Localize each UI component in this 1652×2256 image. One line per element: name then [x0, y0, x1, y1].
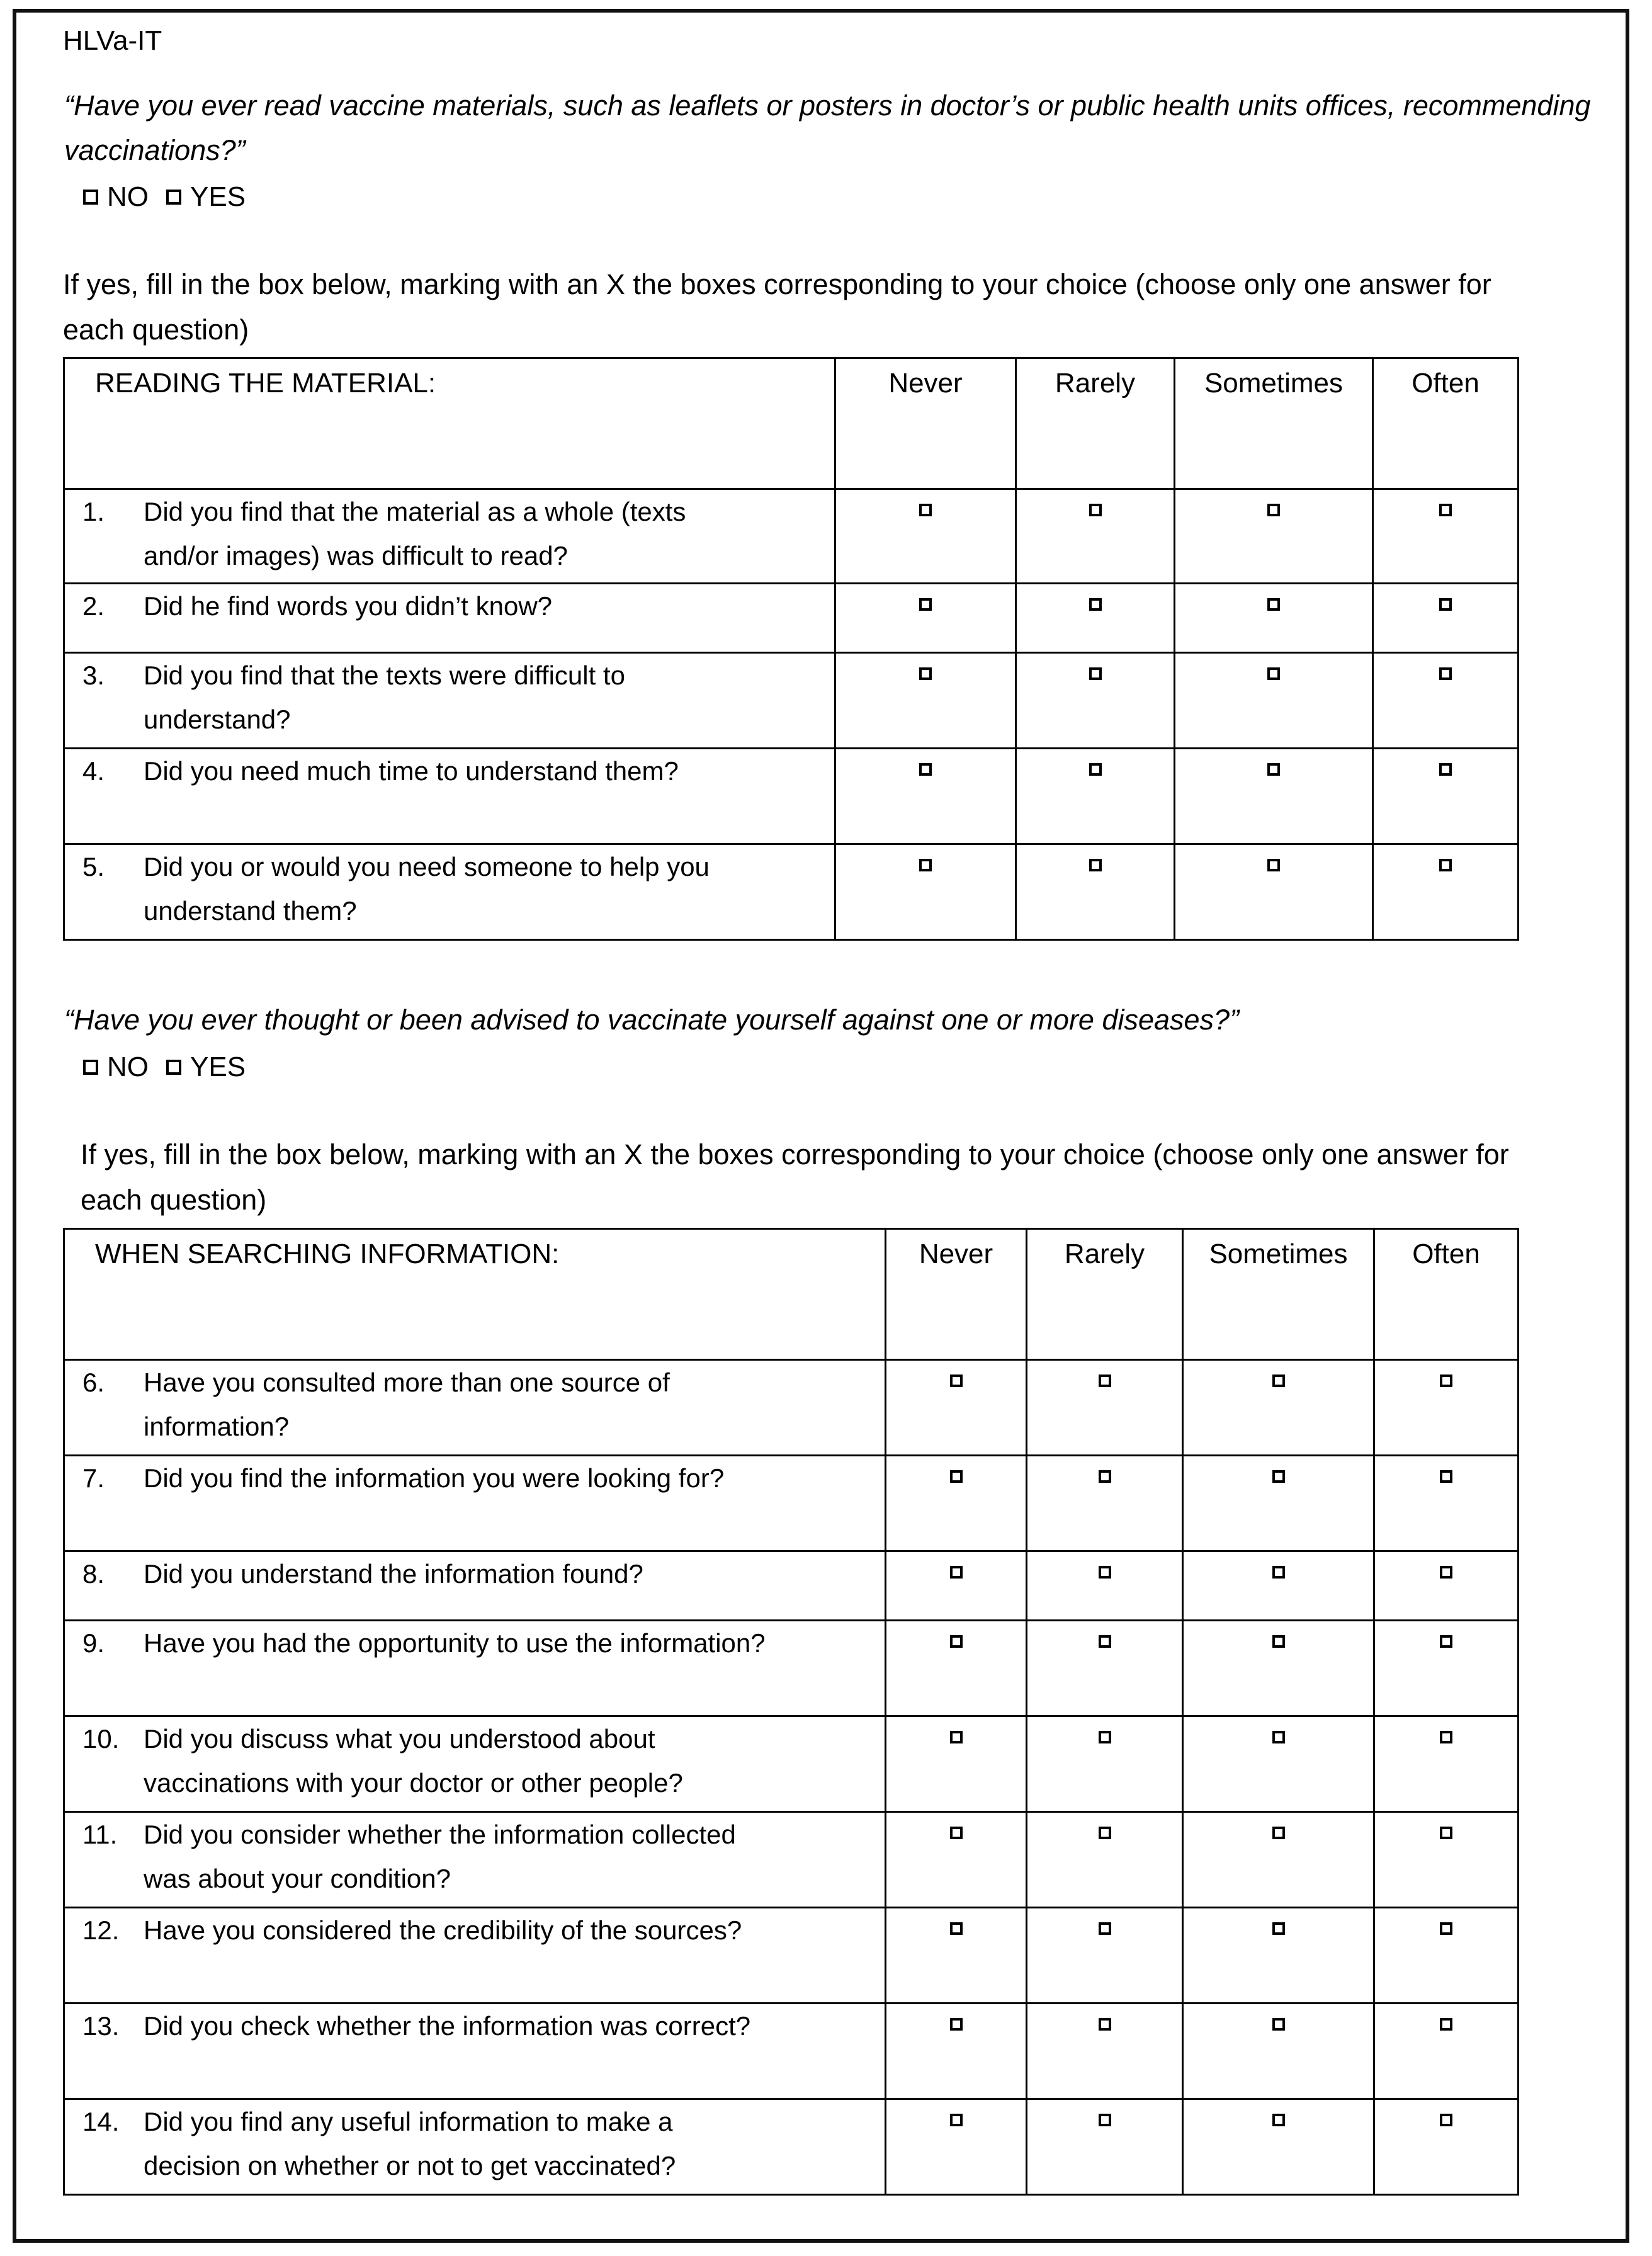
answer-checkbox-often[interactable]: [1440, 1635, 1452, 1648]
answer-checkbox-rarely[interactable]: [1089, 598, 1102, 611]
answer-cell-sometimes: [1183, 1812, 1374, 1908]
answer-checkbox-sometimes[interactable]: [1272, 2018, 1285, 2031]
table-row: [64, 1812, 1519, 1908]
question-number: 13.: [82, 2011, 120, 2041]
table-row: [64, 653, 1519, 749]
question-text: Did he find words you didn’t know?: [144, 591, 553, 621]
answer-cell-never: [835, 844, 1016, 940]
answer-cell-rarely: [1016, 844, 1175, 940]
answer-checkbox-often[interactable]: [1440, 1566, 1452, 1579]
table-row: [64, 749, 1519, 844]
question-number: 10.: [82, 1724, 120, 1754]
answer-cell-rarely: [1016, 584, 1175, 653]
table-row: [64, 2099, 1519, 2195]
question-text: Did you find that the material as a whole (texts and/or images) was difficult to read?: [144, 497, 686, 570]
question-number: 1.: [82, 497, 105, 526]
answer-checkbox-often[interactable]: [1440, 2114, 1452, 2126]
answer-cell-often: [1374, 1621, 1519, 1716]
table-row: [64, 1551, 1519, 1621]
answer-cell-never: [886, 1551, 1027, 1621]
table-row: [64, 489, 1519, 584]
answer-cell-rarely: [1027, 1456, 1183, 1551]
answer-cell-often: [1373, 584, 1519, 653]
question-text: Did you check whether the information was correct?: [144, 2011, 751, 2041]
answer-cell-never: [835, 584, 1016, 653]
question-text: Did you or would you need someone to help you understand them?: [144, 852, 710, 926]
answer-cell-sometimes: [1175, 844, 1373, 940]
answer-cell-never: [835, 653, 1016, 749]
question-number: 6.: [82, 1368, 105, 1397]
answer-checkbox-never[interactable]: [950, 2114, 963, 2126]
answer-cell-sometimes: [1183, 1716, 1374, 1812]
question-number: 7.: [82, 1463, 105, 1493]
question-number: 14.: [82, 2107, 120, 2136]
answer-checkbox-often[interactable]: [1439, 763, 1452, 776]
question-1-line-1: “Have you ever read vaccine materials, such as leaflets or posters in doctor’s or public health units offices, recommending: [64, 89, 1591, 122]
answer-cell-rarely: [1027, 1812, 1183, 1908]
table-row: [64, 1456, 1519, 1551]
section-label: READING THE MATERIAL:: [64, 358, 835, 489]
question-number: 9.: [82, 1628, 105, 1658]
instruction-1-line-2: each question): [63, 314, 249, 346]
column-header-never: Never: [886, 1229, 1027, 1360]
answer-checkbox-often[interactable]: [1440, 1470, 1452, 1483]
answer-cell-never: [886, 1360, 1027, 1456]
answer-cell-rarely: [1016, 653, 1175, 749]
answer-checkbox-never[interactable]: [919, 763, 932, 776]
answer-cell-sometimes: [1183, 1621, 1374, 1716]
answer-cell-often: [1373, 653, 1519, 749]
answer-checkbox-often[interactable]: [1439, 667, 1452, 680]
question-text: Have you consulted more than one source of information?: [144, 1368, 670, 1441]
question-text: Did you consider whether the information collected was about your condition?: [144, 1820, 736, 1893]
answer-checkbox-often[interactable]: [1440, 2018, 1452, 2031]
column-header-sometimes: Sometimes: [1183, 1229, 1374, 1360]
answer-cell-sometimes: [1175, 584, 1373, 653]
answer-cell-often: [1374, 1812, 1519, 1908]
answer-cell-never: [886, 1456, 1027, 1551]
answer-checkbox-rarely[interactable]: [1099, 1375, 1111, 1387]
answer-checkbox-sometimes[interactable]: [1267, 667, 1280, 680]
question-cell: [64, 1812, 886, 1908]
answer-checkbox-sometimes[interactable]: [1272, 1827, 1285, 1839]
instruction-2-line-2: each question): [81, 1184, 267, 1216]
table-row: [64, 1360, 1519, 1456]
answer-cell-rarely: [1016, 489, 1175, 584]
reading-material-table: [63, 357, 1519, 941]
answer-checkbox-never[interactable]: [919, 598, 932, 611]
answer-checkbox-often[interactable]: [1439, 504, 1452, 516]
q2-no-label: NO: [107, 1051, 149, 1082]
answer-cell-sometimes: [1183, 1360, 1374, 1456]
question-text: Did you understand the information found?: [144, 1559, 643, 1589]
answer-cell-sometimes: [1183, 1908, 1374, 2004]
answer-checkbox-sometimes[interactable]: [1272, 1635, 1285, 1648]
question-cell: [64, 1908, 886, 2004]
table-row: [64, 1621, 1519, 1716]
answer-checkbox-rarely[interactable]: [1099, 2018, 1111, 2031]
question-cell: [64, 844, 835, 940]
question-number: 3.: [82, 660, 105, 690]
answer-checkbox-rarely[interactable]: [1099, 1731, 1111, 1743]
answer-checkbox-sometimes[interactable]: [1272, 1375, 1285, 1387]
q1-no-checkbox[interactable]: [83, 190, 98, 205]
answer-cell-sometimes: [1175, 653, 1373, 749]
question-2-choices: [83, 1051, 246, 1083]
answer-cell-often: [1374, 1456, 1519, 1551]
answer-checkbox-never[interactable]: [919, 667, 932, 680]
answer-checkbox-rarely[interactable]: [1099, 1566, 1111, 1579]
question-cell: [64, 489, 835, 584]
question-text: Have you considered the credibility of the sources?: [144, 1915, 742, 1945]
answer-cell-sometimes: [1183, 2004, 1374, 2099]
answer-checkbox-sometimes[interactable]: [1267, 598, 1280, 611]
answer-checkbox-often[interactable]: [1440, 1375, 1452, 1387]
question-text: Did you find the information you were looking for?: [144, 1463, 725, 1493]
q2-no-checkbox[interactable]: [83, 1060, 98, 1075]
answer-cell-never: [835, 489, 1016, 584]
question-cell: [64, 2099, 886, 2195]
answer-cell-rarely: [1027, 1621, 1183, 1716]
answer-cell-sometimes: [1183, 2099, 1374, 2195]
question-text: Did you discuss what you understood about vaccinations with your doctor or other people?: [144, 1724, 683, 1798]
answer-checkbox-rarely[interactable]: [1099, 1635, 1111, 1648]
answer-cell-never: [886, 1621, 1027, 1716]
answer-checkbox-often[interactable]: [1440, 1731, 1452, 1743]
answer-checkbox-rarely[interactable]: [1099, 1827, 1111, 1839]
answer-cell-often: [1374, 1908, 1519, 2004]
answer-checkbox-sometimes[interactable]: [1272, 2114, 1285, 2126]
q1-yes-label: YES: [190, 181, 246, 212]
column-header-often: Often: [1374, 1229, 1519, 1360]
answer-checkbox-never[interactable]: [950, 1566, 963, 1579]
answer-checkbox-often[interactable]: [1440, 1827, 1452, 1839]
answer-cell-often: [1374, 1551, 1519, 1621]
table-row: [64, 1716, 1519, 1812]
answer-cell-often: [1374, 1360, 1519, 1456]
answer-cell-rarely: [1027, 1908, 1183, 2004]
answer-checkbox-sometimes[interactable]: [1272, 1566, 1285, 1579]
answer-checkbox-never[interactable]: [950, 1827, 963, 1839]
answer-checkbox-often[interactable]: [1440, 1922, 1452, 1935]
question-text: Have you had the opportunity to use the information?: [144, 1628, 766, 1658]
answer-checkbox-never[interactable]: [950, 1470, 963, 1483]
table-row: [64, 2004, 1519, 2099]
answer-cell-never: [886, 2004, 1027, 2099]
answer-cell-often: [1373, 489, 1519, 584]
answer-cell-never: [886, 1812, 1027, 1908]
answer-cell-never: [835, 749, 1016, 844]
answer-cell-never: [886, 1908, 1027, 2004]
answer-cell-often: [1373, 844, 1519, 940]
answer-checkbox-rarely[interactable]: [1099, 2114, 1111, 2126]
question-cell: [64, 653, 835, 749]
answer-checkbox-rarely[interactable]: [1089, 859, 1102, 871]
answer-checkbox-sometimes[interactable]: [1272, 1731, 1285, 1743]
question-number: 4.: [82, 756, 105, 786]
form-title: HLVa-IT: [63, 25, 162, 56]
answer-cell-often: [1374, 2004, 1519, 2099]
q2-yes-label: YES: [190, 1051, 246, 1082]
answer-cell-never: [886, 2099, 1027, 2195]
q2-yes-checkbox[interactable]: [166, 1060, 181, 1075]
answer-checkbox-sometimes[interactable]: [1267, 859, 1280, 871]
answer-cell-never: [886, 1716, 1027, 1812]
question-number: 5.: [82, 852, 105, 881]
question-text: Did you need much time to understand them?: [144, 756, 679, 786]
instruction-1-line-1: If yes, fill in the box below, marking with an X the boxes corresponding to your choice (choose only one answer for: [63, 268, 1491, 300]
answer-checkbox-never[interactable]: [950, 1375, 963, 1387]
instruction-2-line-1: If yes, fill in the box below, marking with an X the boxes corresponding to your choice (choose only one answer for: [81, 1138, 1509, 1171]
answer-checkbox-never[interactable]: [950, 2018, 963, 2031]
answer-checkbox-often[interactable]: [1439, 598, 1452, 611]
section-label: WHEN SEARCHING INFORMATION:: [64, 1229, 886, 1360]
answer-checkbox-never[interactable]: [919, 859, 932, 871]
answer-cell-sometimes: [1175, 749, 1373, 844]
answer-checkbox-often[interactable]: [1439, 859, 1452, 871]
question-cell: [64, 584, 835, 653]
answer-cell-rarely: [1027, 1551, 1183, 1621]
question-1-choices: [83, 181, 246, 213]
answer-cell-sometimes: [1175, 489, 1373, 584]
answer-cell-often: [1373, 749, 1519, 844]
answer-checkbox-never[interactable]: [950, 1922, 963, 1935]
question-cell: [64, 1621, 886, 1716]
column-header-rarely: Rarely: [1027, 1229, 1183, 1360]
question-text: Did you find that the texts were difficult to understand?: [144, 660, 625, 734]
answer-checkbox-never[interactable]: [919, 504, 932, 516]
question-1-line-2: vaccinations?”: [64, 134, 246, 166]
table-row: [64, 1908, 1519, 2004]
answer-checkbox-rarely[interactable]: [1089, 504, 1102, 516]
q1-no-label: NO: [107, 181, 149, 212]
searching-information-table: [63, 1228, 1519, 2196]
answer-cell-often: [1374, 2099, 1519, 2195]
question-cell: [64, 2004, 886, 2099]
question-number: 11.: [82, 1820, 118, 1849]
question-number: 8.: [82, 1559, 105, 1589]
question-cell: [64, 1716, 886, 1812]
answer-checkbox-rarely[interactable]: [1099, 1470, 1111, 1483]
question-cell: [64, 1551, 886, 1621]
column-header-sometimes: Sometimes: [1175, 358, 1373, 489]
answer-cell-rarely: [1027, 1716, 1183, 1812]
answer-cell-sometimes: [1183, 1551, 1374, 1621]
table-row: [64, 584, 1519, 653]
question-cell: [64, 1456, 886, 1551]
question-text: Did you find any useful information to make a decision on whether or not to get vaccinated?: [144, 2107, 676, 2180]
answer-cell-rarely: [1027, 1360, 1183, 1456]
answer-checkbox-rarely[interactable]: [1089, 763, 1102, 776]
answer-cell-rarely: [1016, 749, 1175, 844]
column-header-often: Often: [1373, 358, 1519, 489]
answer-cell-sometimes: [1183, 1456, 1374, 1551]
question-cell: [64, 1360, 886, 1456]
answer-checkbox-sometimes[interactable]: [1272, 1470, 1285, 1483]
answer-checkbox-sometimes[interactable]: [1272, 1922, 1285, 1935]
answer-cell-rarely: [1027, 2099, 1183, 2195]
column-header-rarely: Rarely: [1016, 358, 1175, 489]
answer-checkbox-never[interactable]: [950, 1635, 963, 1648]
answer-checkbox-rarely[interactable]: [1099, 1922, 1111, 1935]
answer-checkbox-sometimes[interactable]: [1267, 504, 1280, 516]
question-cell: [64, 749, 835, 844]
answer-cell-rarely: [1027, 2004, 1183, 2099]
answer-checkbox-never[interactable]: [950, 1731, 963, 1743]
question-number: 12.: [82, 1915, 120, 1945]
answer-checkbox-sometimes[interactable]: [1267, 763, 1280, 776]
q1-yes-checkbox[interactable]: [166, 190, 181, 205]
question-2: “Have you ever thought or been advised to vaccinate yourself against one or more diseases?”: [64, 1004, 1240, 1036]
column-header-never: Never: [835, 358, 1016, 489]
question-number: 2.: [82, 591, 105, 621]
answer-cell-often: [1374, 1716, 1519, 1812]
table-row: [64, 844, 1519, 940]
answer-checkbox-rarely[interactable]: [1089, 667, 1102, 680]
